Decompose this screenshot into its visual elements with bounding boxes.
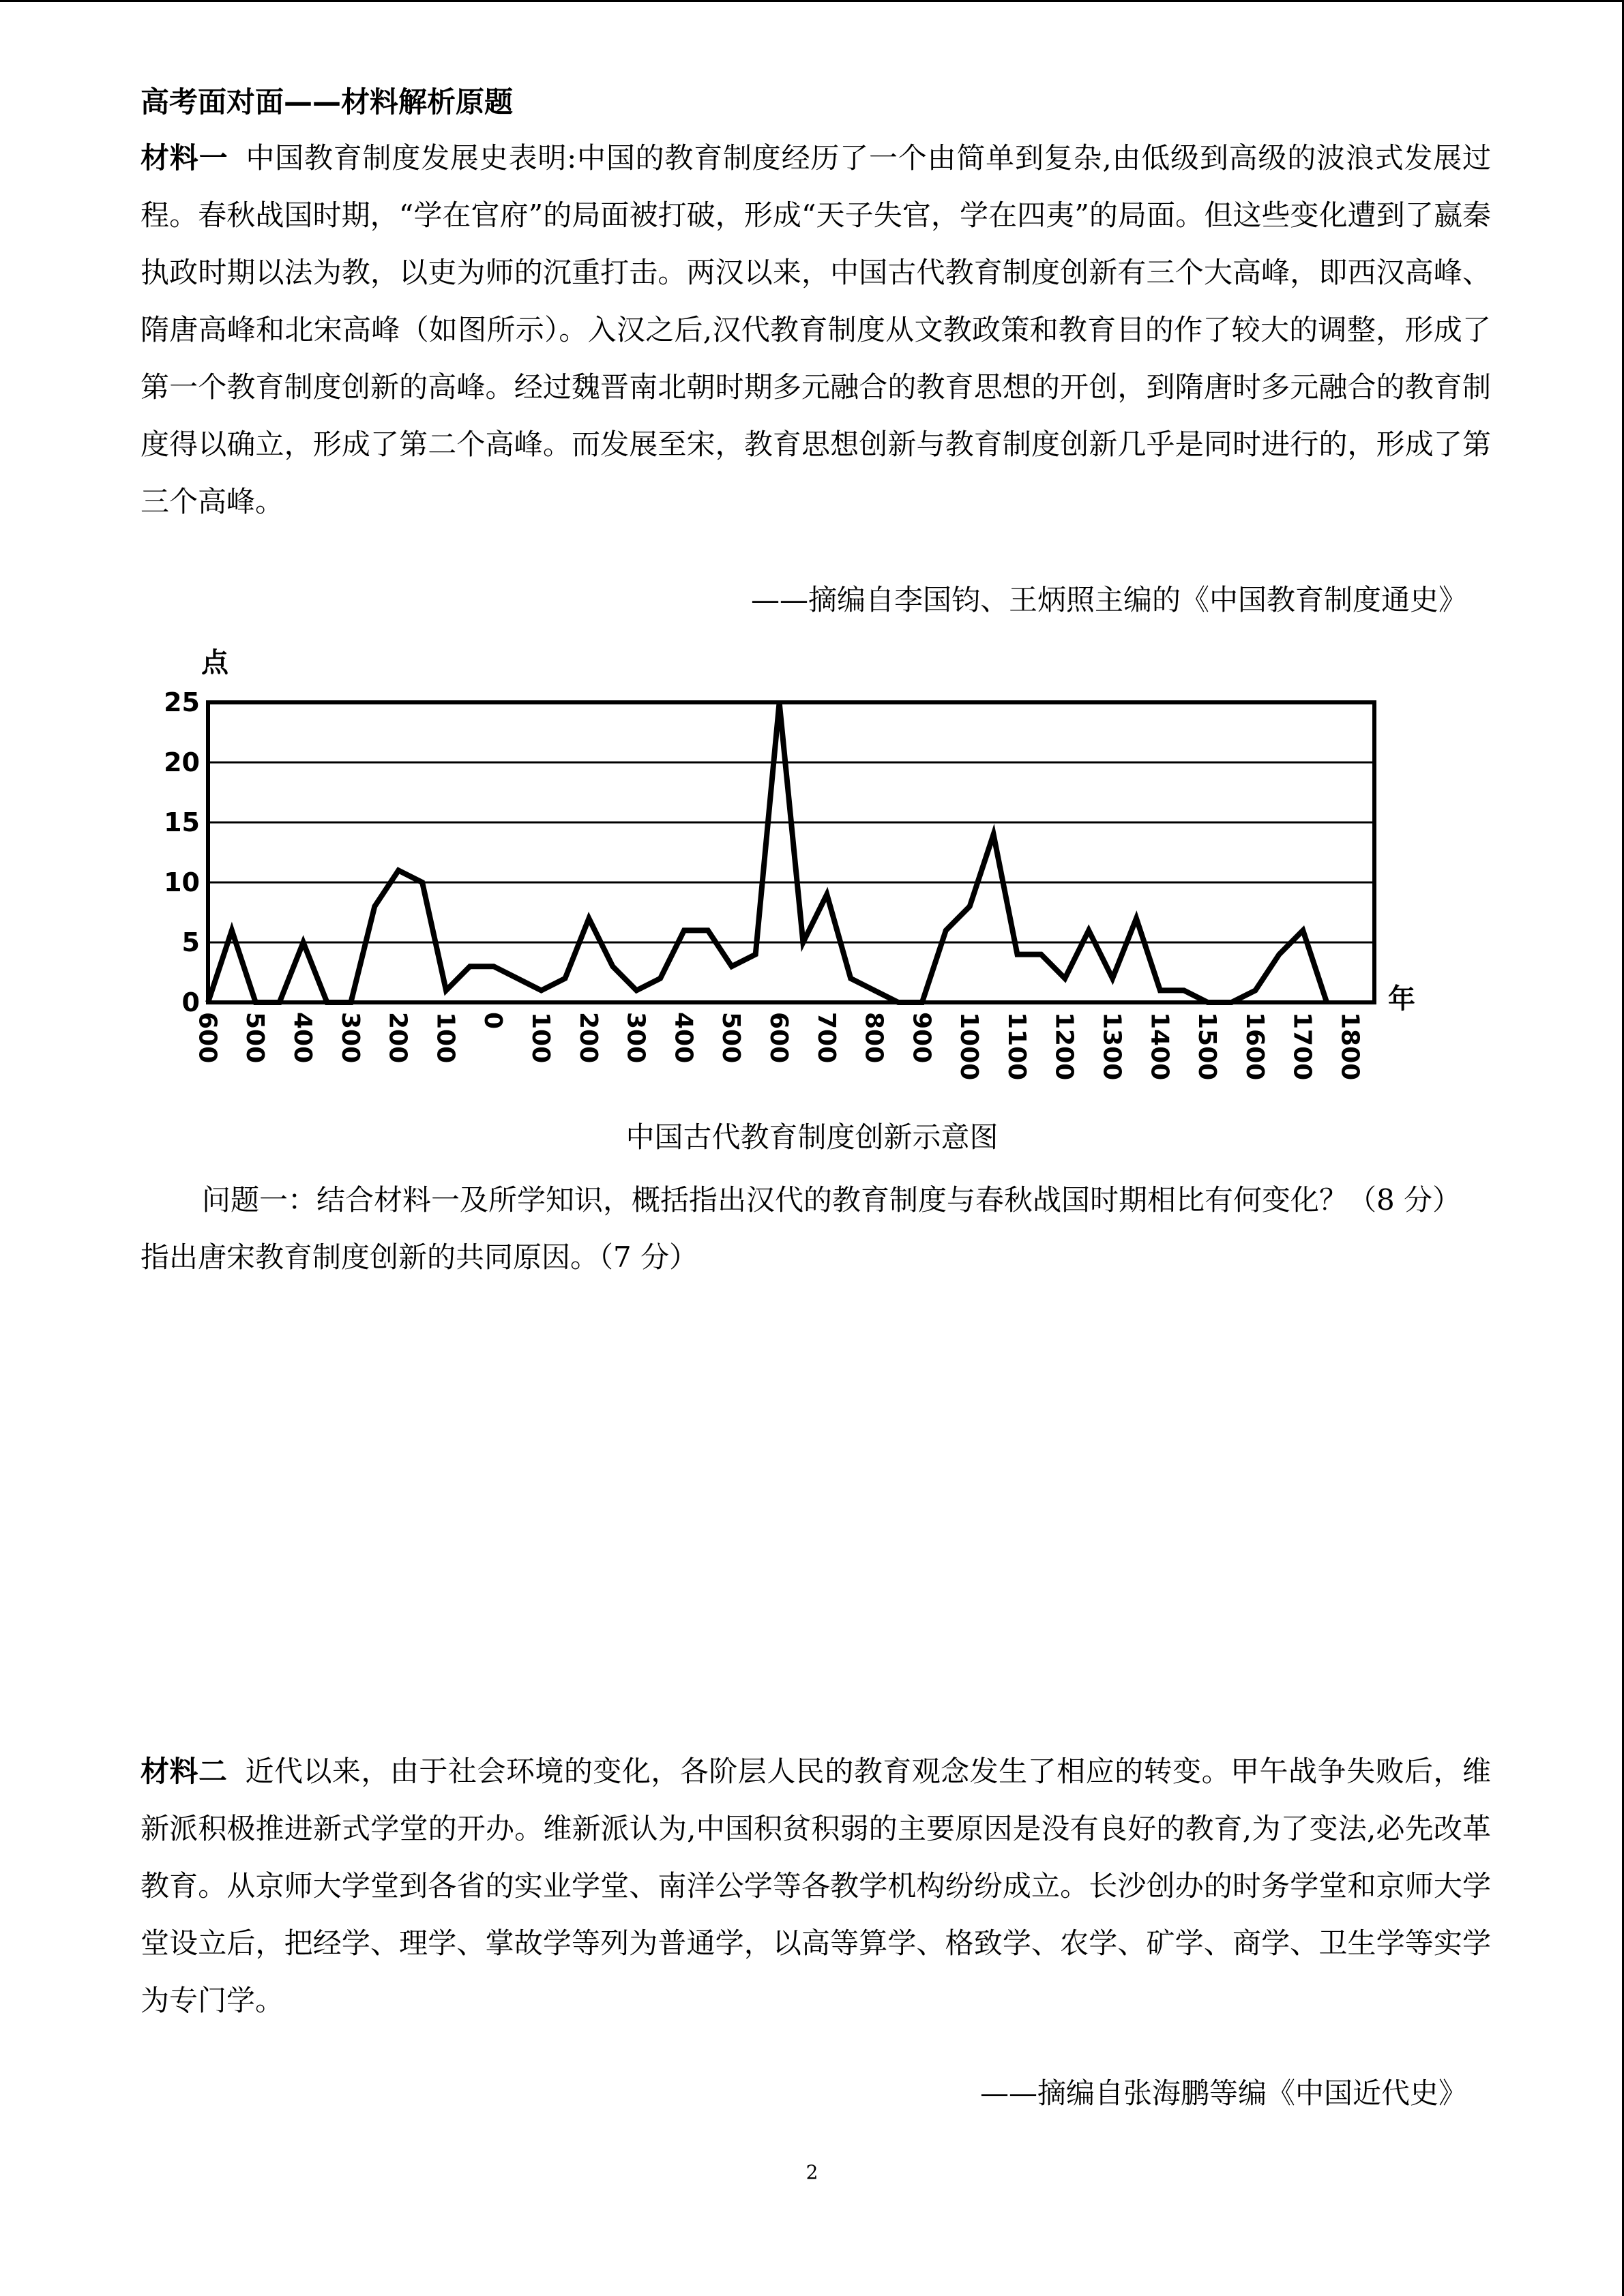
chart-data-point <box>1206 1000 1210 1004</box>
chart-data-point <box>230 928 234 932</box>
chart-x-tick-label: 500 <box>717 1012 745 1064</box>
document-title: 高考面对面——材料解析原题 <box>141 85 514 119</box>
chart-data-point <box>1039 953 1043 957</box>
chart-data-point <box>658 976 662 981</box>
chart-data-point <box>563 976 567 981</box>
chart-data-point <box>301 940 306 944</box>
chart-y-tick-label: 0 <box>181 987 200 1017</box>
chart-data-point <box>1134 916 1138 921</box>
chart-x-tick-label: 500 <box>241 1012 269 1064</box>
chart-data-point <box>372 904 377 908</box>
chart-x-tick-label: 300 <box>621 1012 650 1064</box>
material-one-label: 材料一 <box>141 141 228 175</box>
chart-x-tick-label: 600 <box>193 1012 222 1064</box>
chart-data-point <box>1230 1000 1234 1004</box>
chart-series <box>206 700 1329 1004</box>
chart-data-point <box>444 988 448 992</box>
chart-data-point <box>634 988 638 992</box>
chart-x-axis-label: 年 <box>1388 983 1415 1015</box>
material-one-text: 中国教育制度发展史表明:中国的教育制度经历了一个由简单到复杂,由低级到高级的波浪式发展过程。春秋战国时期，“学在官府”的局面被打破，形成“天子失官，学在四夷”的局面。但这些变化遭到了嬴秦执政时期以法为教，以吏为师的沉重打击。两汉以来，中国古代教育制度创新有三个大高峰，即西汉高峰、隋唐高峰和北宋高峰（如图所示）。入汉之后,汉代教育制度从文教政策和教育目的作了较大的调整，形成了第一个教育制度创新的高峰。经过魏晋南北朝时期多元融合的教育思想的开创，到隋唐时多元融合的教育制度得以确立，形成了第二个高峰。而发展至宋，教育思想创新与教育制度创新几乎是同时进行的，形成了第三个高峰。 <box>141 141 1491 518</box>
chart-data-point <box>1277 953 1281 957</box>
chart-frame <box>208 702 1374 1002</box>
material-two-paragraph <box>141 1743 1491 2029</box>
chart-x-tick-label: 1600 <box>1240 1012 1269 1081</box>
material-one-paragraph <box>141 130 1491 531</box>
chart-data-point <box>944 928 948 932</box>
chart-x-tick-label: 700 <box>812 1012 840 1064</box>
chart-data-point <box>825 893 829 897</box>
chart-data-point <box>254 1000 258 1004</box>
chart-y-tick-label: 15 <box>164 807 200 837</box>
chart-x-tick-label: 1500 <box>1193 1012 1222 1081</box>
education-innovation-chart <box>164 641 1432 1084</box>
chart-grid <box>208 702 1374 1002</box>
chart-data-point <box>730 964 734 968</box>
chart-x-tick-label: 800 <box>859 1012 888 1064</box>
chart-caption: 中国古代教育制度创新示意图 <box>625 1120 999 1154</box>
chart-x-tick-label: 200 <box>574 1012 602 1064</box>
page-border-top <box>0 0 1624 2</box>
chart-data-point <box>1087 928 1091 932</box>
chart-data-point <box>349 1000 353 1004</box>
chart-y-ticks <box>164 687 200 1017</box>
chart-data-point <box>754 953 758 957</box>
chart-data-point <box>706 928 710 932</box>
chart-x-tick-label: 300 <box>336 1012 364 1064</box>
chart-x-tick-label: 600 <box>764 1012 793 1064</box>
chart-x-tick-label: 1100 <box>1002 1012 1031 1081</box>
chart-data-point <box>896 1000 900 1004</box>
chart-data-point <box>1016 953 1020 957</box>
chart-x-tick-label: 400 <box>669 1012 698 1064</box>
material-two-source: ——摘编自张海鹏等编《中国近代史》 <box>979 2076 1467 2110</box>
chart-data-point <box>516 976 520 981</box>
chart-data-point <box>420 880 424 884</box>
chart-y-tick-label: 10 <box>164 867 200 897</box>
chart-x-tick-label: 100 <box>526 1012 555 1064</box>
material-two-text: 近代以来，由于社会环境的变化，各阶层人民的教育观念发生了相应的转变。甲午战争失败后，维新派积极推进新式学堂的开办。维新派认为,中国积贫积弱的主要原因是没有良好的教育,为了变法,必先改革教育。从京师大学堂到各省的实业学堂、南洋公学等各教学机构纷纷成立。长沙创办的时务学堂和京师大学堂设立后，把经学、理学、掌故学等列为普通学，以高等算学、格致学、农学、矿学、商学、卫生学等实学为专门学。 <box>141 1755 1491 2017</box>
material-one-source: ——摘编自李国钧、王炳照主编的《中国教育制度通史》 <box>750 583 1467 616</box>
chart-series-line <box>208 702 1327 1002</box>
chart-data-point <box>1325 1000 1329 1004</box>
chart-y-tick-label: 25 <box>164 687 200 717</box>
chart-data-point <box>278 1000 282 1004</box>
chart-data-point <box>396 868 400 872</box>
chart-data-point <box>1110 976 1114 981</box>
chart-y-tick-label: 5 <box>181 927 200 957</box>
chart-data-point <box>872 988 876 992</box>
chart-data-point <box>920 1000 924 1004</box>
chart-y-axis-label: 点 <box>201 647 228 679</box>
chart-data-point <box>1301 928 1305 932</box>
chart-data-point <box>1158 988 1162 992</box>
chart-data-point <box>992 833 996 837</box>
chart-x-tick-label: 1800 <box>1335 1012 1364 1081</box>
chart-x-tick-label: 1300 <box>1097 1012 1126 1081</box>
chart-data-point <box>1182 988 1186 992</box>
chart-x-tick-label: 400 <box>288 1012 316 1064</box>
chart-data-point <box>848 976 853 981</box>
chart-x-tick-label: 900 <box>907 1012 936 1064</box>
page-number: 2 <box>806 2161 818 2183</box>
chart-data-point <box>206 1000 210 1004</box>
chart-x-tick-label: 0 <box>479 1012 507 1030</box>
chart-data-point <box>778 700 782 704</box>
chart-x-ticks <box>193 1012 1363 1080</box>
question-one: 问题一：结合材料一及所学知识，概括指出汉代的教育制度与春秋战国时期相比有何变化？（8 分）指出唐宋教育制度创新的共同原因。（7 分） <box>141 1183 1462 1274</box>
chart-data-point <box>968 904 972 908</box>
chart-data-point <box>468 964 472 968</box>
chart-data-point <box>610 964 615 968</box>
chart-data-point <box>492 964 496 968</box>
chart-y-tick-label: 20 <box>164 747 200 777</box>
chart-data-point <box>1063 976 1067 981</box>
chart-data-point <box>801 940 805 944</box>
chart-data-point <box>1254 988 1258 992</box>
chart-data-point <box>325 1000 329 1004</box>
chart-x-tick-label: 200 <box>383 1012 412 1064</box>
chart-x-tick-label: 1200 <box>1050 1012 1078 1081</box>
chart-x-tick-label: 100 <box>431 1012 460 1064</box>
chart-x-tick-label: 1000 <box>955 1012 984 1081</box>
chart-data-point <box>540 988 544 992</box>
chart-data-point <box>587 916 591 921</box>
material-two-label: 材料二 <box>141 1755 228 1788</box>
chart-x-tick-label: 1700 <box>1288 1012 1316 1081</box>
chart-data-point <box>682 928 686 932</box>
chart-x-tick-label: 1400 <box>1145 1012 1174 1081</box>
